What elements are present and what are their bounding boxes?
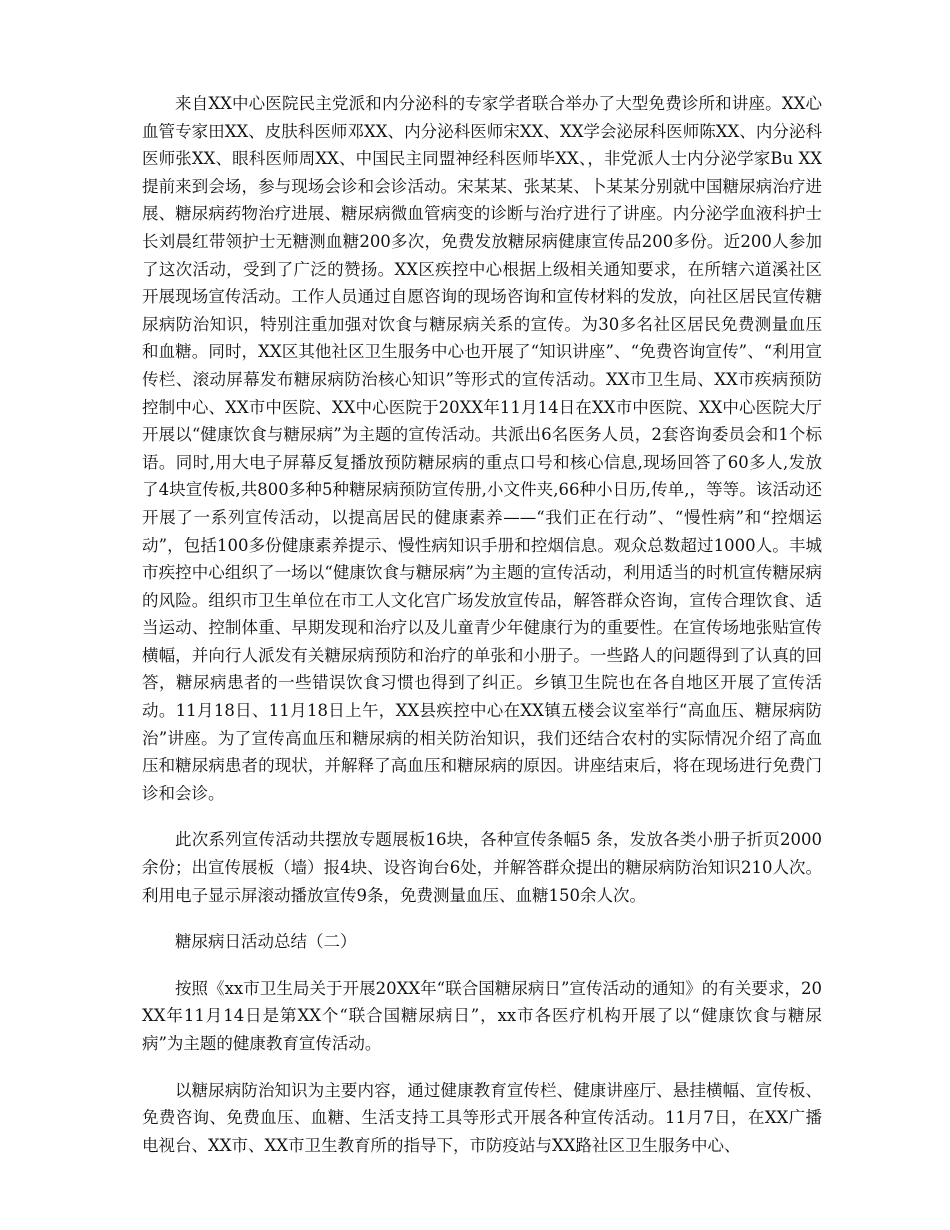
paragraph-spacer [142, 956, 822, 975]
paragraph-3: 按照《xx市卫生局关于开展20XX年“联合国糖尿病日”宣传活动的通知》的有关要求，20XX年11月14日是第XX个“联合国糖尿病日”，xx市各医疗机构开展了以“健康饮食与糖尿病”为主题的健康教育宣传活动。 [142, 978, 822, 1053]
paragraph-2: 此次系列宣传活动共摆放专题展板16块，各种宣传条幅5 条，发放各类小册子折页2000余份；出宣传展板（墙）报4块、设咨询台6处，并解答群众提出的糖尿病防治知识210人次。利用电子显示屏滚动播放宣传9条，免费测量血压、血糖150余人次。 [142, 830, 822, 905]
paragraph-4: 以糖尿病防治知识为主要内容，通过健康教育宣传栏、健康讲座厅、悬挂横幅、宣传板、免费咨询、免费血压、血糖、生活支持工具等形式开展各种宣传活动。11月7日，在XX广播电视台、XX市、XX市卫生教育所的指导下，市防疫站与XX路社区卫生服务中心、 [142, 1080, 822, 1155]
paragraph-1: 来自XX中心医院民主党派和内分泌科的专家学者联合举办了大型免费诊所和讲座。XX心血管专家田XX、皮肤科医师邓XX、内分泌科医师宋XX、XX学会泌尿科医师陈XX、内分泌科医师张XX、眼科医师周XX、中国民主同盟神经科医师毕XX、，非党派人士内分泌学家Bu XX提前来到会场，参与现场会诊和会诊活动。宋某某、张某某、卜某某分别就中国糖尿病治疗进展、糖尿病药物治疗进展、糖尿病微血管病变的诊断与治疗进行了讲座。内分泌学血液科护士长刘晨红带领护士无糖测血糖200多次，免费发放糖尿病健康宣传品200多份。近200人参加了这次活动，受到了广泛的赞扬。XX区疾控中心根据上级相关通知要求，在所辖六道溪社区开展现场宣传活动。工作人员通过自愿咨询的现场咨询和宣传材料的发放，向社区居民宣传糖尿病防治知识，特别注重加强对饮食与糖尿病关系的宣传。为30多名社区居民免费测量血压和血糖。同时，XX区其他社区卫生服务中心也开展了“知识讲座”、“免费咨询宣传”、“利用宣传栏、滚动屏幕发布糖尿病防治核心知识”等形式的宣传活动。XX市卫生局、XX市疾病预防控制中心、XX市中医院、XX中心医院于20XX年11月14日在XX市中医院、XX中心医院大厅开展以“健康饮食与糖尿病”为主题的宣传活动。共派出6名医务人员，2套咨询委员会和1个标语。同时,用大电子屏幕反复播放预防糖尿病的重点口号和核心信息,现场回答了60多人,发放了4块宣传板,共800多种5种糖尿病预防宣传册,小文件夹,66种小日历,传单,，等等。该活动还开展了一系列宣传活动，以提高居民的健康素养——“我们正在行动”、“慢性病”和“控烟运动”，包括100多份健康素养提示、慢性病知识手册和控烟信息。观众总数超过1000人。丰城市疾控中心组织了一场以“健康饮食与糖尿病”为主题的宣传活动，利用适当的时机宣传糖尿病的风险。组织市卫生单位在市工人文化宫广场发放宣传品，解答群众咨询，宣传合理饮食、适当运动、控制体重、早期发现和治疗以及儿童青少年健康行为的重要性。在宣传场地张贴宣传横幅，并向行人派发有关糖尿病预防和治疗的单张和小册子。一些路人的问题得到了认真的回答，糖尿病患者的一些错误饮食习惯也得到了纠正。乡镇卫生院也在各自地区开展了宣传活动。11月18日、11月18日上午，XX县疾控中心在XX镇五楼会议室举行“高血压、糖尿病防治”讲座。为了宣传高血压和糖尿病的相关防治知识，我们还结合农村的实际情况介绍了高血压和糖尿病患者的现状，并解释了高血压和糖尿病的原因。讲座结束后，将在现场进行免费门诊和会诊。 [142, 94, 822, 803]
document-body [142, 90, 822, 1159]
paragraph-spacer [142, 1058, 822, 1077]
paragraph-spacer [142, 807, 822, 826]
paragraph-spacer [142, 909, 822, 928]
section-heading: 糖尿病日活动总结（二） [175, 932, 357, 952]
